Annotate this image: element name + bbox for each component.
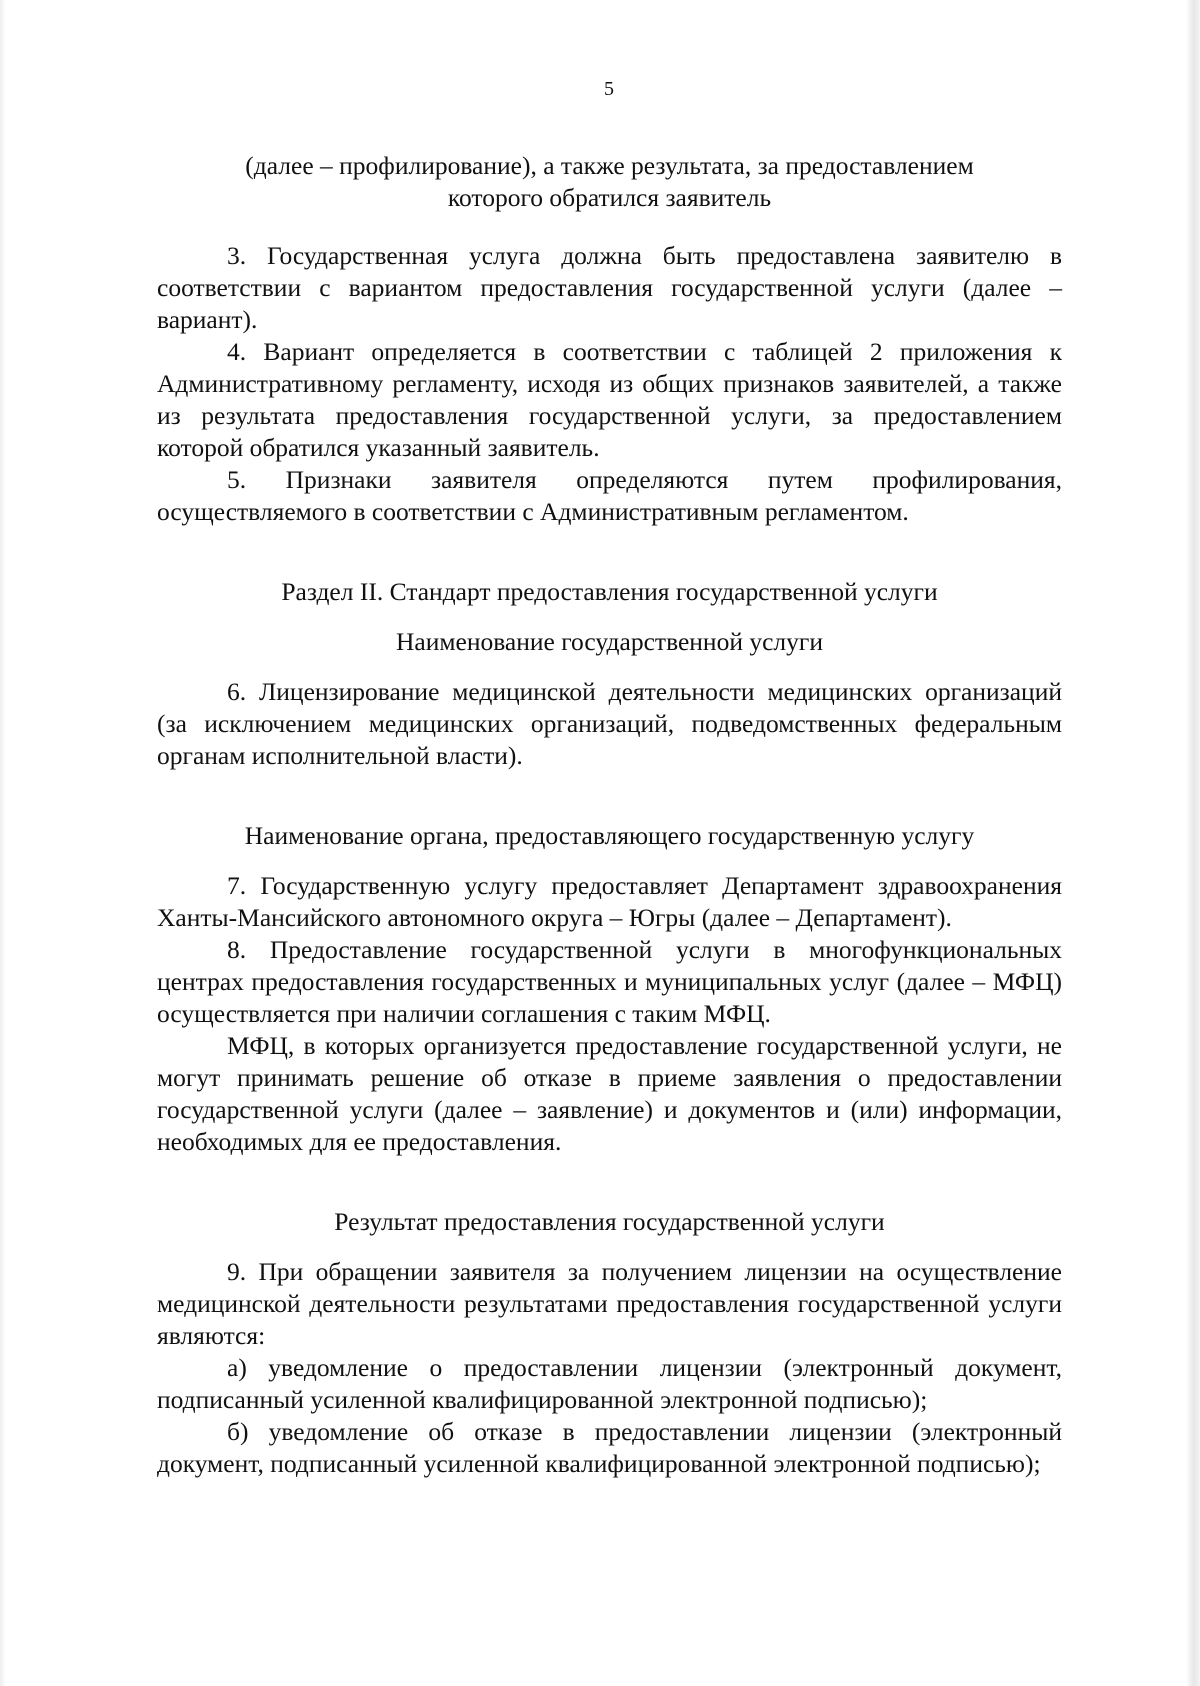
paragraph-8-mfc: МФЦ, в которых организуется предоставление государственной услуги, не могут принимать решение об отказе в приеме заявления о предоставлении государственной услуги (далее – заявление) и документов и (или) информации, необходимых для ее предоставления. bbox=[157, 1031, 1062, 1156]
result-heading: Результат предоставления государственной услуги bbox=[334, 1207, 885, 1236]
paragraph-8: 8. Предоставление государственной услуги в многофункциональных центрах предоставления государственных и муниципальных услуг (далее – МФЦ) осуществляется при наличии соглашения с таким МФЦ. bbox=[157, 935, 1062, 1028]
document-body bbox=[157, 150, 1062, 1480]
intro-heading-line-1: (далее – профилирование), а также результата, за предоставлением bbox=[245, 151, 974, 180]
intro-heading-line-2: которого обратился заявитель bbox=[447, 183, 772, 212]
paragraph-5: 5. Признаки заявителя определяются путем профилирования, осуществляемого в соответствии с Административным регламентом. bbox=[157, 465, 1062, 526]
service-name-heading: Наименование государственной услуги bbox=[395, 627, 823, 656]
paragraph-3: 3. Государственная услуга должна быть предоставлена заявителю в соответствии с вариантом предоставления государственной услуги (далее – вариант). bbox=[157, 241, 1062, 334]
scan-edge-left bbox=[0, 0, 6, 1686]
paragraph-9b: б) уведомление об отказе в предоставлении лицензии (электронный документ, подписанный усиленной квалифицированной электронной подписью); bbox=[157, 1417, 1062, 1478]
paragraph-7: 7. Государственную услугу предоставляет Департамент здравоохранения Ханты-Мансийского автономного округа – Югры (далее – Департамент). bbox=[157, 871, 1062, 932]
page-number: 5 bbox=[604, 78, 614, 100]
paragraph-9: 9. При обращении заявителя за получением лицензии на осуществление медицинской деятельности результатами предоставления государственной услуги являются: bbox=[157, 1257, 1062, 1350]
section-2-title: Раздел II. Стандарт предоставления государственной услуги bbox=[281, 577, 938, 606]
scan-edge-right bbox=[1186, 0, 1200, 1686]
authority-heading: Наименование органа, предоставляющего государственную услугу bbox=[244, 821, 975, 850]
paragraph-4: 4. Вариант определяется в соответствии с таблицей 2 приложения к Административному регламенту, исходя из общих признаков заявителей, а также из результата предоставления государственной услуги, за предоставлением которой обратился указанный заявитель. bbox=[157, 337, 1062, 462]
paragraph-6: 6. Лицензирование медицинской деятельности медицинских организаций (за исключением медицинских организаций, подведомственных федеральным органам исполнительной власти). bbox=[157, 677, 1062, 770]
paragraph-9a: а) уведомление о предоставлении лицензии (электронный документ, подписанный усиленной квалифицированной электронной подписью); bbox=[157, 1353, 1062, 1414]
